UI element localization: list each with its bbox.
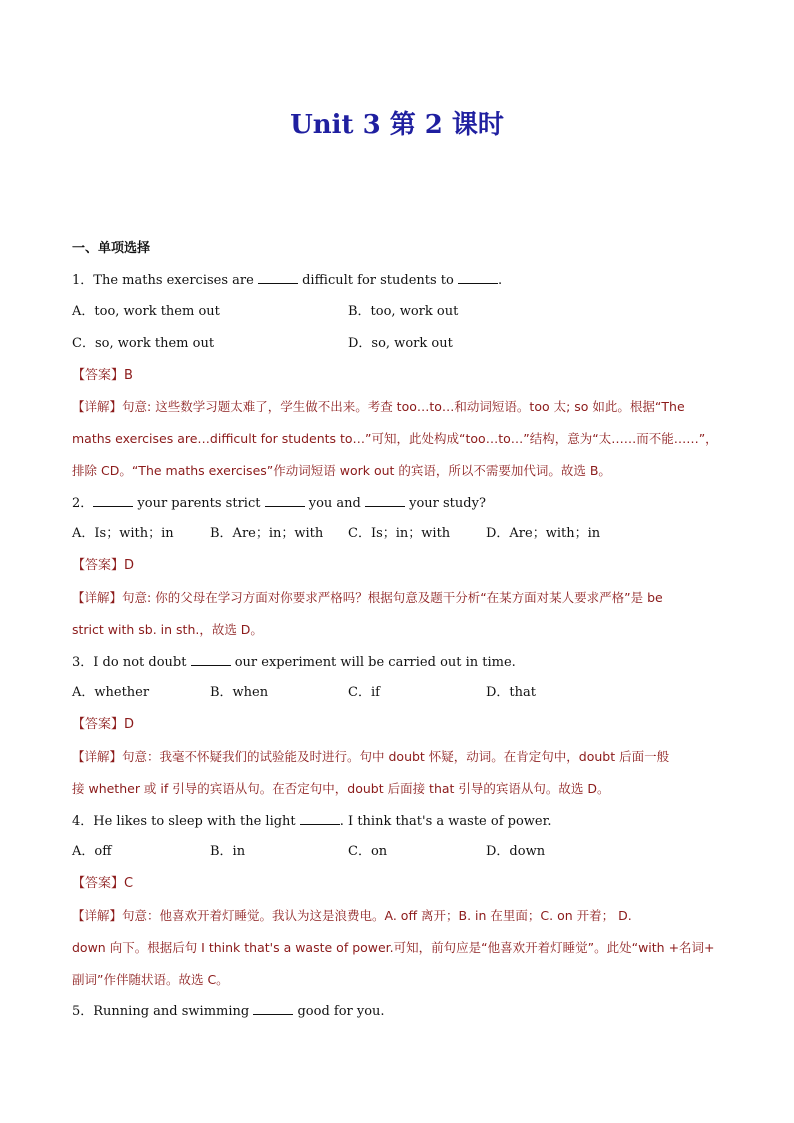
detail-text: 句意: 这些数学习题太难了，学生做不出来。考查 too…to…和动词短语。too 太; so 如此。根据“The (122, 399, 685, 414)
answer-blank (93, 494, 133, 507)
option-b: B．too, work out (348, 304, 459, 319)
stem-text: your study? (404, 496, 486, 511)
answer-line (72, 367, 732, 385)
option-c: C．so, work them out (72, 336, 215, 351)
detail-line (72, 398, 732, 416)
detail-label: 【详解】 (72, 590, 123, 605)
detail-text: 句意：他喜欢开着灯睡觉。我认为这是浪费电。A. off 离开；B. in 在里面；C. on 开着； D. (122, 908, 632, 923)
detail-text: 句意: 你的父母在学习方面对你要求严格吗？根据句意及题干分析“在某方面对某人要求严格”是 be (122, 590, 663, 605)
answer-blank (258, 271, 298, 284)
option-b: B．in (210, 844, 246, 859)
stem-text: difficult for students to (297, 273, 458, 288)
stem-text: you and (304, 496, 365, 511)
detail-line (72, 907, 732, 925)
answer-line (72, 557, 732, 575)
stem-text: . I think that's a waste of power. (339, 814, 552, 829)
option-d: D．that (486, 685, 536, 700)
option-d: D．Are；with；in (486, 526, 601, 541)
detail-line: maths exercises are…difficult for students to…”可知，此处构成“too…to…”结构，意为“太……而不能……”， (72, 431, 718, 446)
question-5-stem (72, 1002, 732, 1021)
answer-label: 【答案】 (72, 717, 125, 732)
option-a: A．whether (72, 685, 150, 700)
detail-line (72, 748, 732, 766)
question-2-stem (72, 494, 732, 513)
detail-label: 【详解】 (72, 908, 123, 923)
answer-value: D (124, 558, 135, 573)
option-a: A．off (72, 844, 112, 859)
answer-label: 【答案】 (72, 368, 125, 383)
stem-text: 2． (72, 496, 94, 511)
answer-value: C (124, 876, 134, 891)
stem-text: your parents strict (133, 496, 265, 511)
option-d: D．so, work out (348, 336, 453, 351)
option-d: D．down (486, 844, 546, 859)
option-a: A．Is；with；in (72, 526, 174, 541)
detail-line: 排除 CD。“The maths exercises”作动词短语 work out 的宾语，所以不需要加代词。故选 B。 (72, 463, 611, 478)
question-4-stem (72, 812, 732, 831)
answer-line (72, 716, 732, 734)
detail-text: 句意：我毫不怀疑我们的试验能及时进行。句中 doubt 怀疑，动词。在肯定句中，doubt 后面一般 (122, 749, 670, 764)
answer-blank (265, 494, 305, 507)
detail-label: 【详解】 (72, 749, 123, 764)
option-c: C．if (348, 685, 380, 700)
answer-blank (253, 1002, 293, 1015)
stem-text: 1．The maths exercises are (72, 273, 258, 288)
answer-value: D (124, 717, 135, 732)
stem-text: 4．He likes to sleep with the light (72, 814, 300, 829)
question-3-stem (72, 653, 732, 672)
stem-text: our experiment will be carried out in time. (230, 655, 516, 670)
detail-line (72, 589, 732, 607)
answer-blank (191, 653, 231, 666)
answer-label: 【答案】 (72, 876, 125, 891)
section-heading: 一、单项选择 (72, 241, 151, 256)
option-a: A．too, work them out (72, 304, 220, 319)
stem-text: . (497, 273, 503, 288)
answer-line (72, 875, 732, 893)
answer-blank (365, 494, 405, 507)
detail-label: 【详解】 (72, 399, 123, 414)
stem-text: 5．Running and swimming (72, 1004, 254, 1019)
option-c: C．on (348, 844, 388, 859)
question-1-stem (72, 271, 732, 290)
detail-line: 副词”作伴随状语。故选 C。 (72, 972, 229, 987)
page-title: Unit 3 第 2 课时 (290, 110, 504, 140)
answer-blank (458, 271, 498, 284)
stem-text: 3．I do not doubt (72, 655, 191, 670)
answer-blank (300, 812, 340, 825)
answer-value: B (124, 368, 133, 383)
stem-text: good for you. (293, 1004, 385, 1019)
answer-label: 【答案】 (72, 558, 125, 573)
option-b: B．when (210, 685, 269, 700)
detail-line: 接 whether 或 if 引导的宾语从句。在否定句中，doubt 后面接 that 引导的宾语从句。故选 D。 (72, 781, 610, 796)
option-c: C．Is；in；with (348, 526, 451, 541)
option-b: B．Are；in；with (210, 526, 324, 541)
detail-line: strict with sb. in sth.，故选 D。 (72, 622, 263, 637)
detail-line: down 向下。根据后句 I think that's a waste of power.可知，前句应是“他喜欢开着灯睡觉”。此处“with +名词+ (72, 940, 715, 955)
